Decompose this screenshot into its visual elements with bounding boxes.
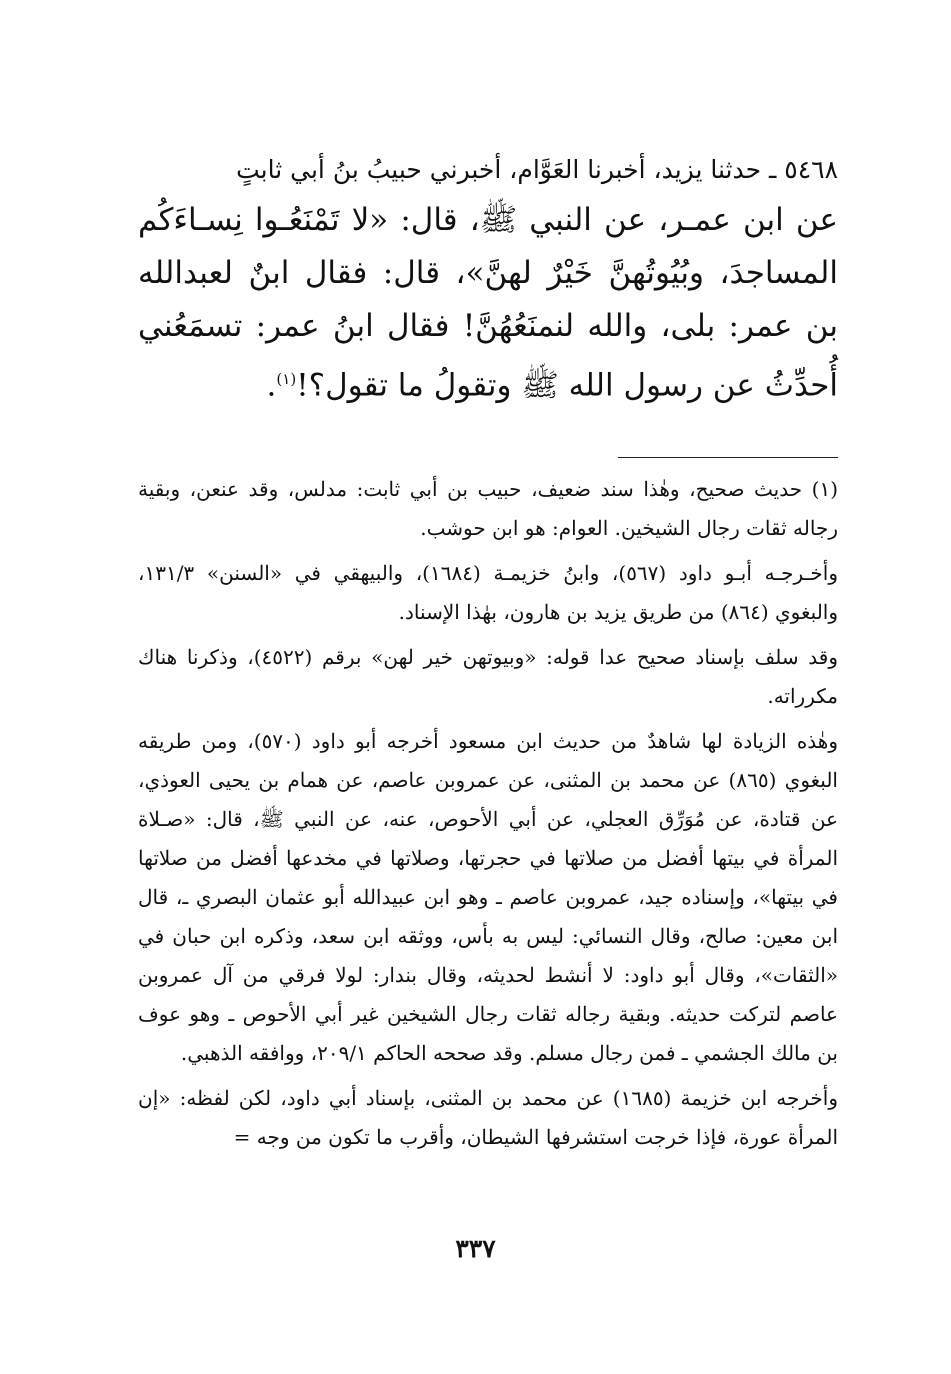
footnote-paragraph: (١) حديث صحيح، وهٰذا سند ضعيف، حبيب بن أبي ثابت: مدلس، وقد عنعن، وبقية رجاله ثقات رجال الشيخين. العوام: هو ابن حوشب. [138,477,838,540]
hadith-body [138,194,838,412]
footnote-paragraph: وأخـرجـه أبـو داود (٥٦٧)، وابنُ خزيمـة (١٦٨٤)، والبيهقي في «السنن» ١٣١/٣، والبغوي (٨٦٤) من طريق يزيد بن هارون، بهٰذا الإسناد. [138,561,839,624]
hadith-number-line: ٥٤٦٨ ـ حدثنا يزيد، أخبرنا العَوَّام، أخبرني حبيبُ بنُ أبي ثابتٍ [236,155,838,184]
footnote-reference: (١) [276,370,297,388]
footnote-paragraph: وأخرجه ابن خزيمة (١٦٨٥) عن محمد بن المثنى، بإسناد أبي داود، لكن لفظه: «إن المرأة عورة، فإذا خرجت استشرفها الشيطان، وأقرب ما تكون من وجه = [138,1086,838,1149]
footnote-paragraph: وهٰذه الزيادة لها شاهدٌ من حديث ابن مسعود أخرجه أبو داود (٥٧٠)، ومن طريقه البغوي (٨٦٥) عن محمد بن المثنى، عن عمروبن عاصم، عن همام بن يحيى العوذي، عن قتادة، عن مُوَرِّق العجلي، عن أبي الأحوص، عنه، عن النبي ﷺ، قال: «صـلاة المرأة في بيتها أفضل من صلاتها في حجرتها، وصلاتها في مخدعها أفضل من صلاتها في بيتها»، وإسناده جيد، عمروبن عاصم ـ وهو ابن عبيدالله أبو عثمان البصري ـ، قال ابن معين: صالح، وقال النسائي: ليس به بأس، ووثقه ابن سعد، وذكره ابن حبان في «الثقات»، وقال أبو داود: لا أنشط لحديثه، وقال بندار: لولا فرقي من آل عمروبن عاصم لتركت حديثه. وبقية رجاله ثقات رجال الشيخين غير أبي الأحوص ـ وهو عوف بن مالك الجشمي ـ فمن رجال مسلم. وقد صححه الحاكم ٢٠٩/١، ووافقه الذهبي. [138,729,838,1065]
hadith-section [138,150,838,412]
hadith-end-mark: . [266,367,277,404]
page-number: ٣٣٧ [455,1234,496,1263]
hadith-text: عن ابن عمـر، عن النبي ﷺ، قال: «لا تَمْنَعُـوا نِسـاءَكُم المساجدَ، وبُيُوتُهنَّ خَيْرٌ لهنَّ»، قال: فقال ابنٌ لعبدالله بن عمر: بلى، والله لنمنَعُهُنَّ! فقال ابنُ عمر: تسمَعُني أُحدِّثُ عن رسول الله ﷺ وتقولُ ما تقول؟! [138,202,838,404]
footnote-paragraph: وقد سلف بإسناد صحيح عدا قوله: «وبيوتهن خير لهن» برقم (٤٥٢٢)، وذكرنا هناك مكرراته. [138,645,838,708]
footnotes [138,470,838,1163]
footnote-divider [618,457,838,458]
